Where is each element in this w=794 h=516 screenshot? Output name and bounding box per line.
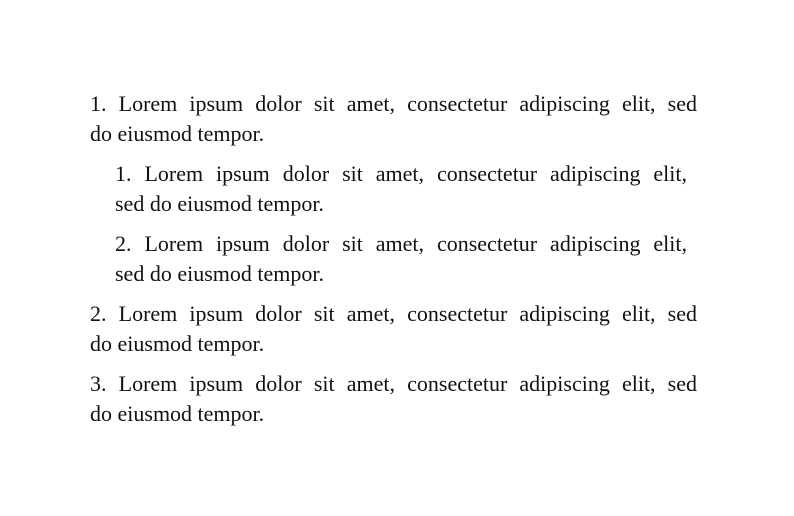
list-item-1 <box>90 89 697 149</box>
document-body <box>90 89 697 439</box>
list-item-line-1 <box>90 299 697 329</box>
list-item-line-2: sed do eiusmod tempor. <box>115 191 324 216</box>
list-item-1-1 <box>115 159 687 219</box>
list-item-line-2: sed do eiusmod tempor. <box>115 261 324 286</box>
item-text: Lorem ipsum dolor sit amet, consectetur adipiscing elit, sed <box>118 371 698 396</box>
list-item-2 <box>90 299 697 359</box>
list-item-line-1 <box>115 159 687 189</box>
list-item-line-2: do eiusmod tempor. <box>90 121 265 146</box>
item-text: Lorem ipsum dolor sit amet, consectetur adipiscing elit, sed <box>118 301 698 326</box>
list-item-line-2: do eiusmod tempor. <box>90 331 265 356</box>
item-number: 2. <box>90 301 107 326</box>
item-number: 3. <box>90 371 107 396</box>
list-item-3 <box>90 369 697 429</box>
item-number: 2. <box>115 231 132 256</box>
item-text: Lorem ipsum dolor sit amet, consectetur adipiscing elit, <box>144 161 688 186</box>
item-text: Lorem ipsum dolor sit amet, consectetur adipiscing elit, <box>144 231 688 256</box>
list-item-line-1 <box>90 89 697 119</box>
item-number: 1. <box>115 161 132 186</box>
list-item-line-2: do eiusmod tempor. <box>90 401 265 426</box>
item-number: 1. <box>90 91 107 116</box>
item-text: Lorem ipsum dolor sit amet, consectetur adipiscing elit, sed <box>118 91 698 116</box>
list-item-line-1 <box>90 369 697 399</box>
list-item-1-2 <box>115 229 687 289</box>
list-item-line-1 <box>115 229 687 259</box>
